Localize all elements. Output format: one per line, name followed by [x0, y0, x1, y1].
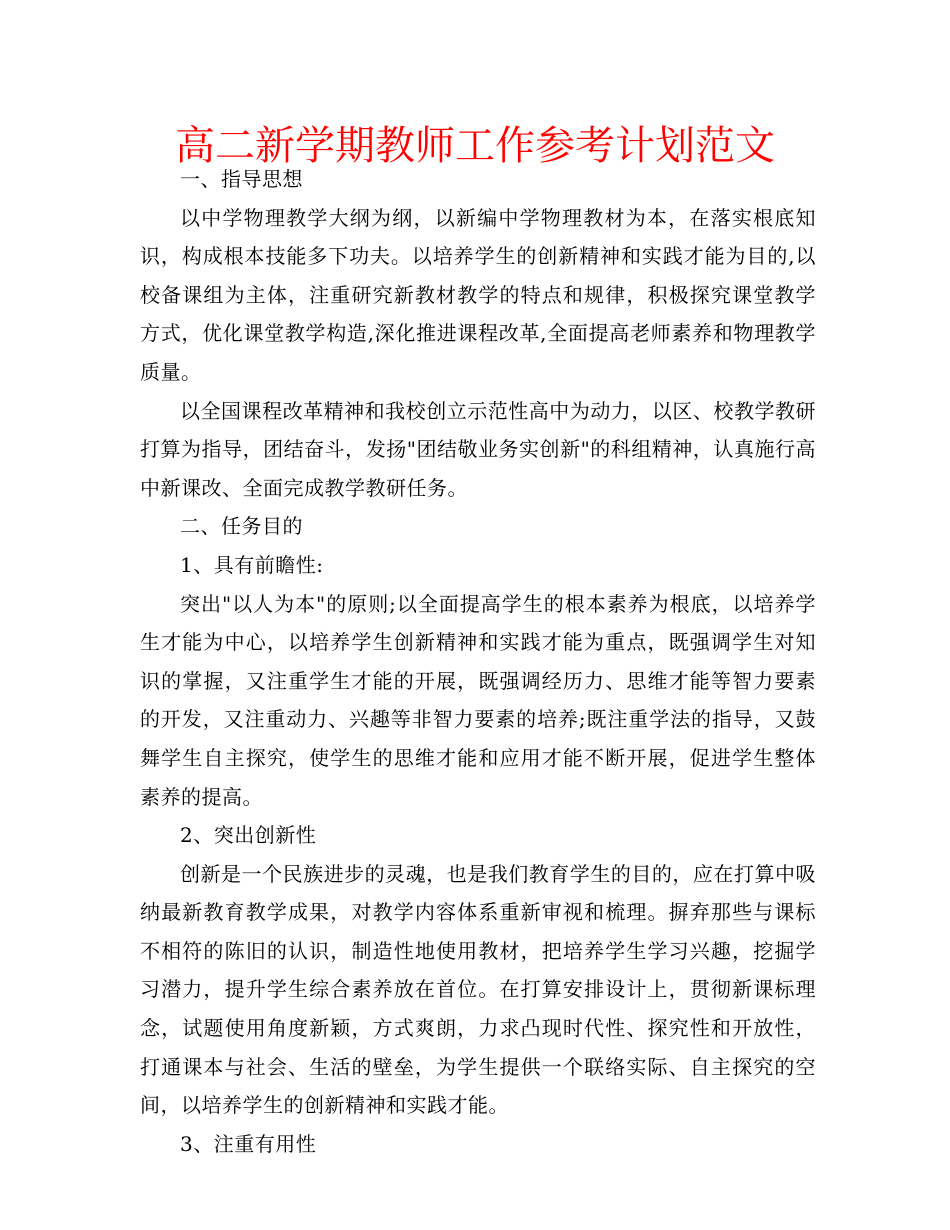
document-body [140, 160, 816, 1163]
document-title: 高二新学期教师工作参考计划范文 [175, 123, 775, 169]
body-paragraph: 以全国课程改革精神和我校创立示范性高中为动力，以区、校教学教研打算为指导，团结奋斗，发扬"团结敬业务实创新"的科组精神，认真施行高中新课改、全面完成教学教研任务。 [140, 398, 816, 500]
subsection-heading: 2、突出创新性 [180, 823, 317, 848]
section-heading: 一、指导思想 [180, 167, 303, 191]
subsection-heading: 3、注重有用性 [180, 1131, 317, 1156]
body-paragraph: 突出"以人为本"的原则;以全面提高学生的根本素养为根底，以培养学生才能为中心，以培养学生创新精神和实践才能为重点，既强调学生对知识的掌握，又注重学生才能的开展，既强调经历力、思维才能等智力要素的开发，又注重动力、兴趣等非智力要素的培养;既注重学法的指导，又鼓舞学生自主探究，使学生的思维才能和应用才能不断开展，促进学生整体素养的提高。 [140, 591, 816, 809]
section-heading: 二、任务目的 [180, 514, 303, 539]
body-paragraph: 以中学物理教学大纲为纲，以新编中学物理教材为本，在落实根底知识，构成根本技能多下功夫。以培养学生的创新精神和实践才能为目的,以校备课组为主体，注重研究新教材教学的特点和规律，积极探究课堂教学方式，优化课堂教学构造,深化推进课程改革,全面提高老师素养和物理教学质量。 [140, 205, 816, 384]
subsection-heading: 1、具有前瞻性: [180, 552, 324, 577]
body-paragraph: 创新是一个民族进步的灵魂，也是我们教育学生的目的，应在打算中吸纳最新教育教学成果，对教学内容体系重新审视和梳理。摒弃那些与课标不相符的陈旧的认识，制造性地使用教材，把培养学生学习兴趣，挖掘学习潜力，提升学生综合素养放在首位。在打算安排设计上，贯彻新课标理念，试题使用角度新颖，方式爽朗，力求凸现时代性、探究性和开放性，打通课本与社会、生活的壁垒，为学生提供一个联络实际、自主探究的空间，以培养学生的创新精神和实践才能。 [140, 861, 816, 1118]
